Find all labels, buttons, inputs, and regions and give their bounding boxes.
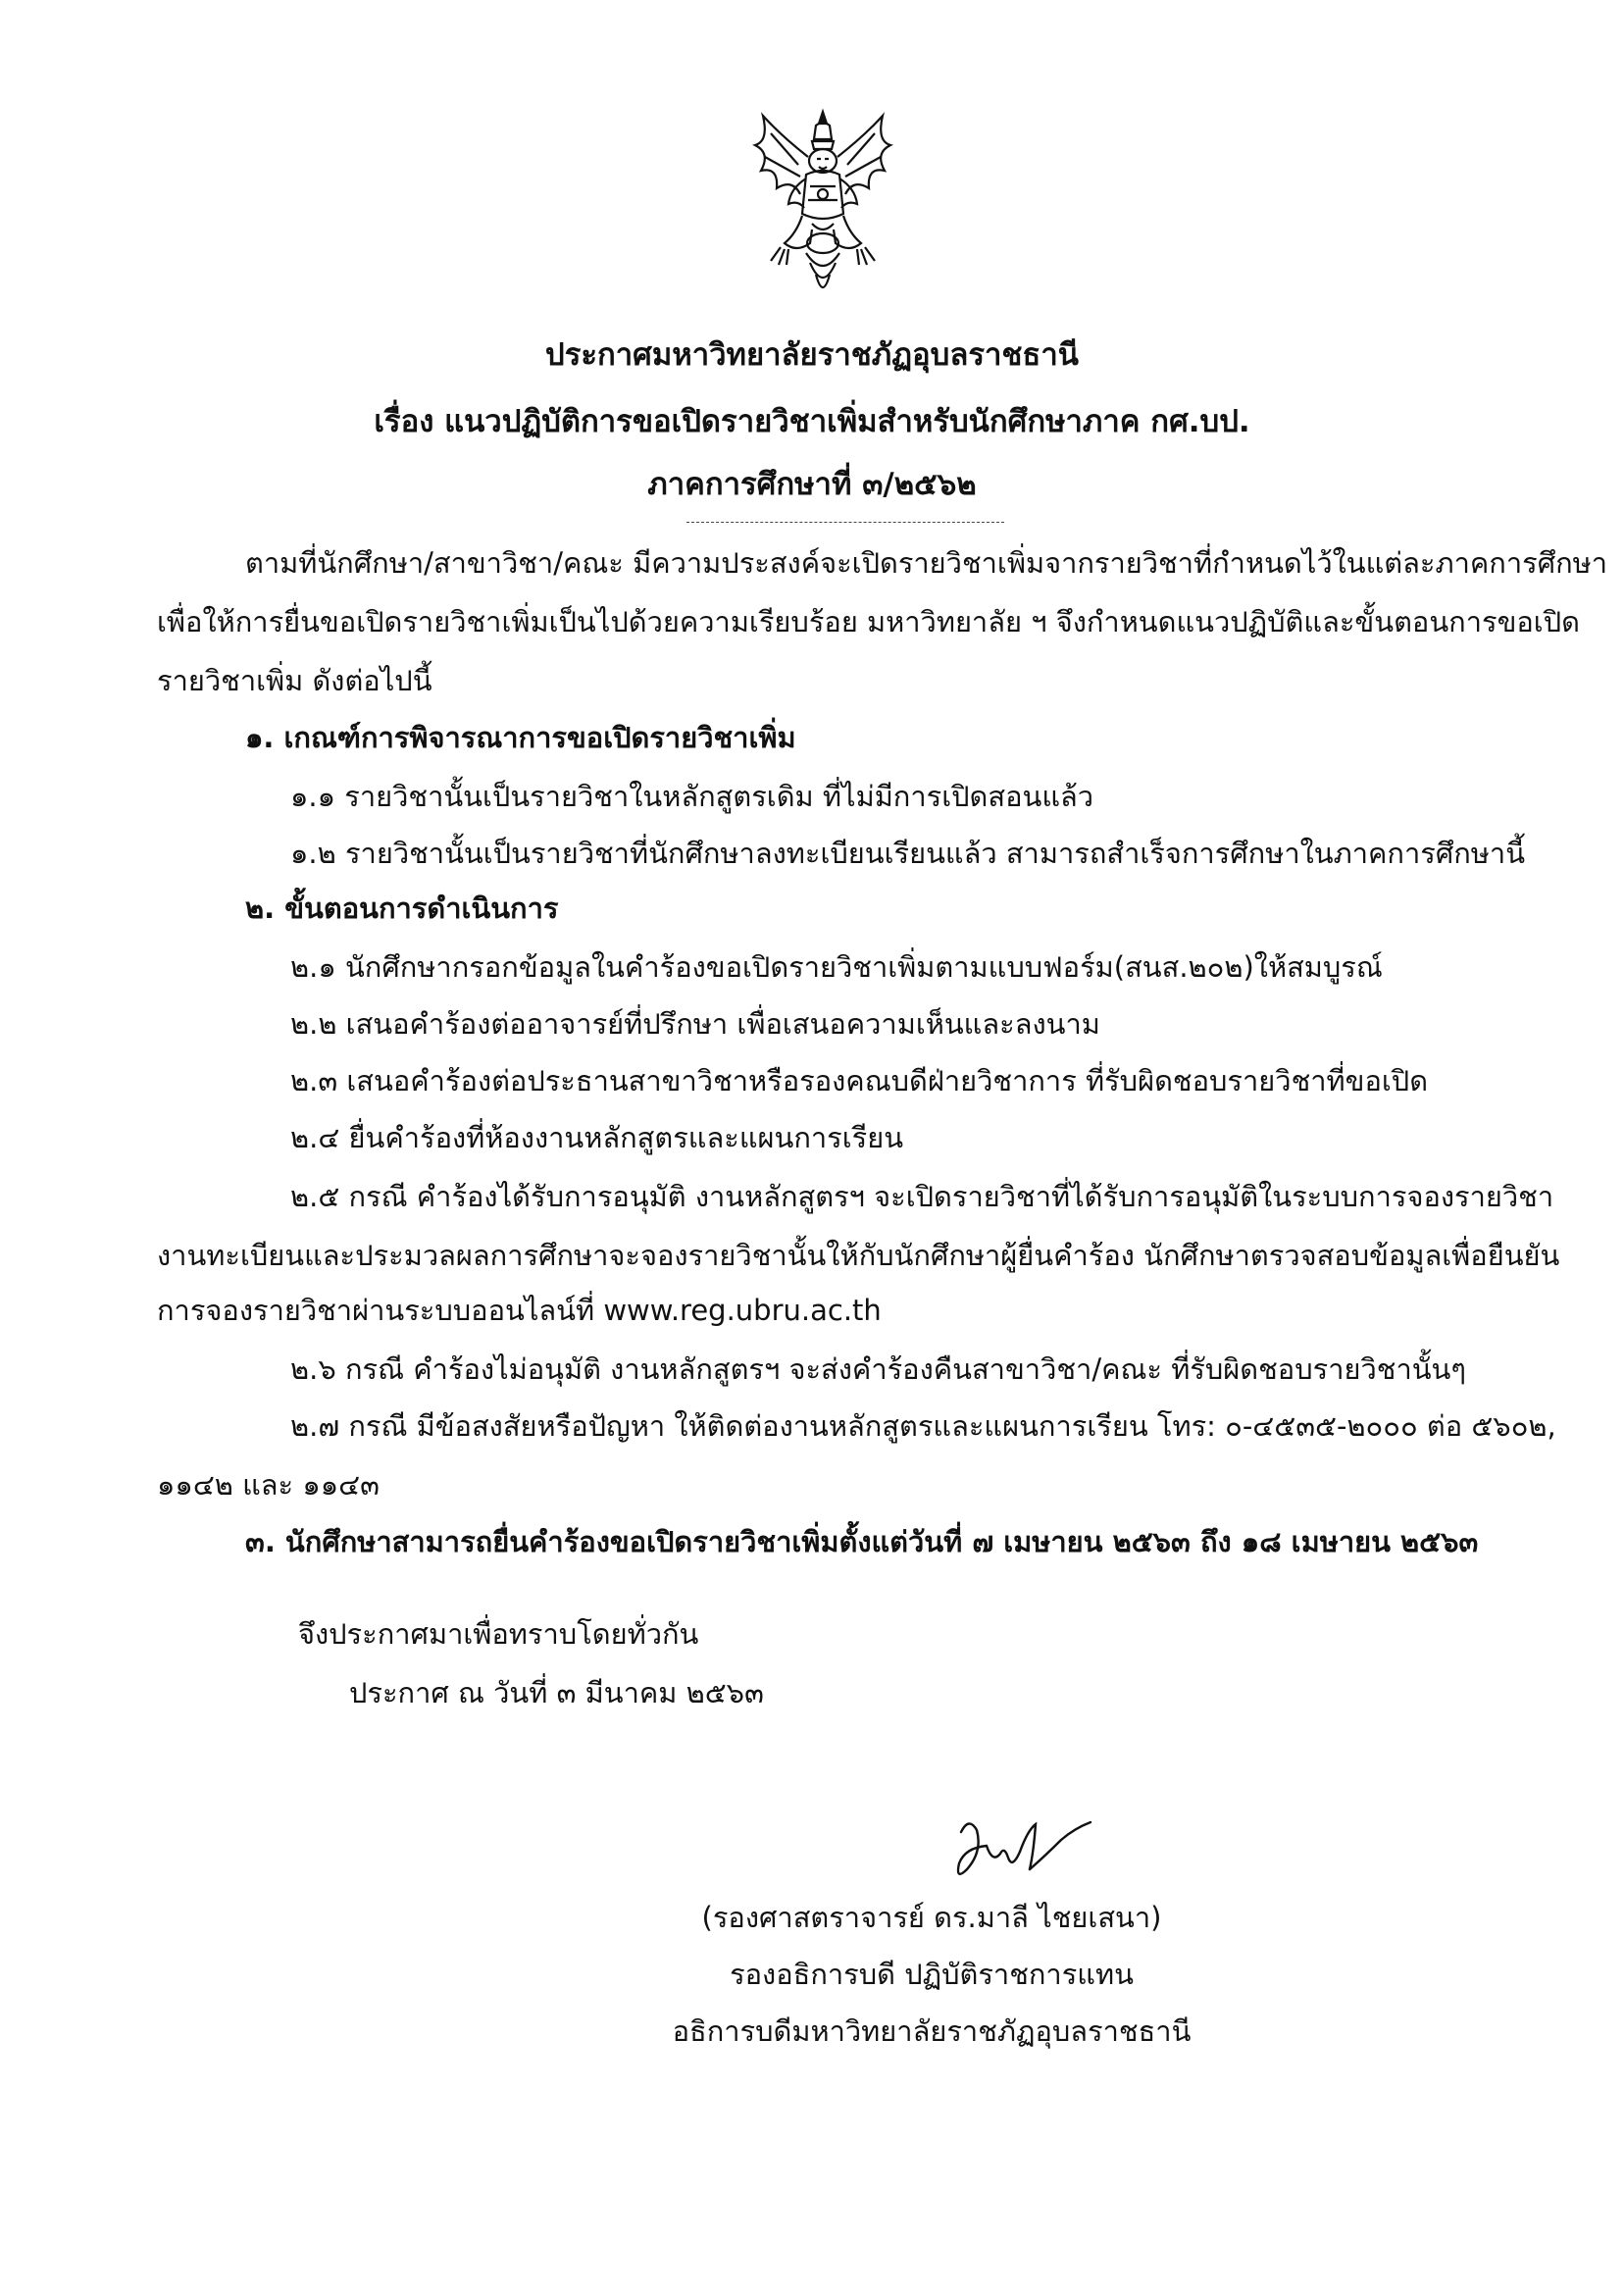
section-1-heading: ๑. เกณฑ์การพิจารณาการขอเปิดรายวิชาเพิ่ม: [245, 721, 796, 754]
signatory-position-2: อธิการบดีมหาวิทยาลัยราชภัฏอุบลราชธานี: [672, 2014, 1192, 2048]
signatory-name: (รองศาสตราจารย์ ดร.มาลี ไชยเสนา): [701, 1901, 1162, 1934]
section-3-heading: ๓. นักศึกษาสามารถยื่นคำร้องขอเปิดรายวิชาเพิ่มตั้งแต่วันที่ ๗ เมษายน ๒๕๖๓ ถึง ๑๘ เมษายน ๒๕๖๓: [245, 1525, 1479, 1558]
title-divider: [686, 522, 1004, 523]
closing-date: ประกาศ ณ วันที่ ๓ มีนาคม ๒๕๖๓: [349, 1676, 764, 1709]
signature-icon: [947, 1812, 1094, 1891]
section-2-item-2: ๒.๒ เสนอคำร้องต่ออาจารย์ที่ปรึกษา เพื่อเสนอความเห็นและลงนาม: [290, 1007, 1100, 1041]
section-2-item-5-line-3: การจองรายวิชาผ่านระบบออนไลน์ที่ www.reg.ubru.ac.th: [157, 1294, 882, 1327]
section-1-item-1: ๑.๑ รายวิชานั้นเป็นรายวิชาในหลักสูตรเดิม ที่ไม่มีการเปิดสอนแล้ว: [290, 780, 1094, 813]
section-2-item-3: ๒.๓ เสนอคำร้องต่อประธานสาขาวิชาหรือรองคณบดีฝ่ายวิชาการ ที่รับผิดชอบรายวิชาที่ขอเปิด: [290, 1064, 1429, 1097]
section-2-item-4: ๒.๔ ยื่นคำร้องที่ห้องงานหลักสูตรและแผนการเรียน: [290, 1121, 904, 1154]
section-2-item-1: ๒.๑ นักศึกษากรอกข้อมูลในคำร้องขอเปิดรายวิชาเพิ่มตามแบบฟอร์ม(สนส.๒๐๒)ให้สมบูรณ์: [290, 950, 1383, 984]
intro-line-3: รายวิชาเพิ่ม ดังต่อไปนี้: [157, 664, 432, 697]
signatory-position-1: รองอธิการบดี ปฏิบัติราชการแทน: [730, 1958, 1134, 1991]
section-2-item-7-line-2: ๑๑๔๒ และ ๑๑๔๓: [157, 1468, 380, 1502]
section-1-item-2: ๑.๒ รายวิชานั้นเป็นรายวิชาที่นักศึกษาลงทะเบียนเรียนแล้ว สามารถสำเร็จการศึกษาในภาคการศึกษานี้: [290, 837, 1526, 870]
document-title: ประกาศมหาวิทยาลัยราชภัฏอุบลราชธานี: [545, 337, 1079, 373]
document-subject: เรื่อง แนวปฏิบัติการขอเปิดรายวิชาเพิ่มสำหรับนักศึกษาภาค กศ.บป.: [374, 404, 1250, 439]
garuda-emblem-icon: [741, 106, 904, 306]
section-2-item-7-line-1: ๒.๗ กรณี มีข้อสงสัยหรือปัญหา ให้ติดต่องานหลักสูตรและแผนการเรียน โทร: ๐-๔๕๓๕-๒๐๐๐ ต่อ ๕๖๐๒,: [290, 1409, 1556, 1443]
section-2-item-5-line-1: ๒.๕ กรณี คำร้องได้รับการอนุมัติ งานหลักสูตรฯ จะเปิดรายวิชาที่ได้รับการอนุมัติในระบบการจองรายวิชา: [290, 1180, 1554, 1213]
intro-line-2: เพื่อให้การยื่นขอเปิดรายวิชาเพิ่มเป็นไปด้วยความเรียบร้อย มหาวิทยาลัย ฯ จึงกำหนดแนวปฏิบัติและขั้นตอนการขอเปิด: [157, 605, 1580, 638]
document-term: ภาคการศึกษาที่ ๓/๒๕๖๒: [647, 467, 977, 502]
closing-announce: จึงประกาศมาเพื่อทราบโดยทั่วกัน: [298, 1617, 699, 1651]
intro-line-1: ตามที่นักศึกษา/สาขาวิชา/คณะ มีความประสงค์จะเปิดรายวิชาเพิ่มจากรายวิชาที่กำหนดไว้ในแต่ละภาคการศึกษา: [245, 546, 1608, 580]
section-2-item-5-line-2: งานทะเบียนและประมวลผลการศึกษาจะจองรายวิชานั้นให้กับนักศึกษาผู้ยื่นคำร้อง นักศึกษาตรวจสอบข้อมูลเพื่อยืนยัน: [157, 1239, 1560, 1272]
section-2-item-6: ๒.๖ กรณี คำร้องไม่อนุมัติ งานหลักสูตรฯ จะส่งคำร้องคืนสาขาวิชา/คณะ ที่รับผิดชอบรายวิชานั้นๆ: [290, 1352, 1466, 1386]
section-2-heading: ๒. ขั้นตอนการดำเนินการ: [245, 892, 559, 925]
